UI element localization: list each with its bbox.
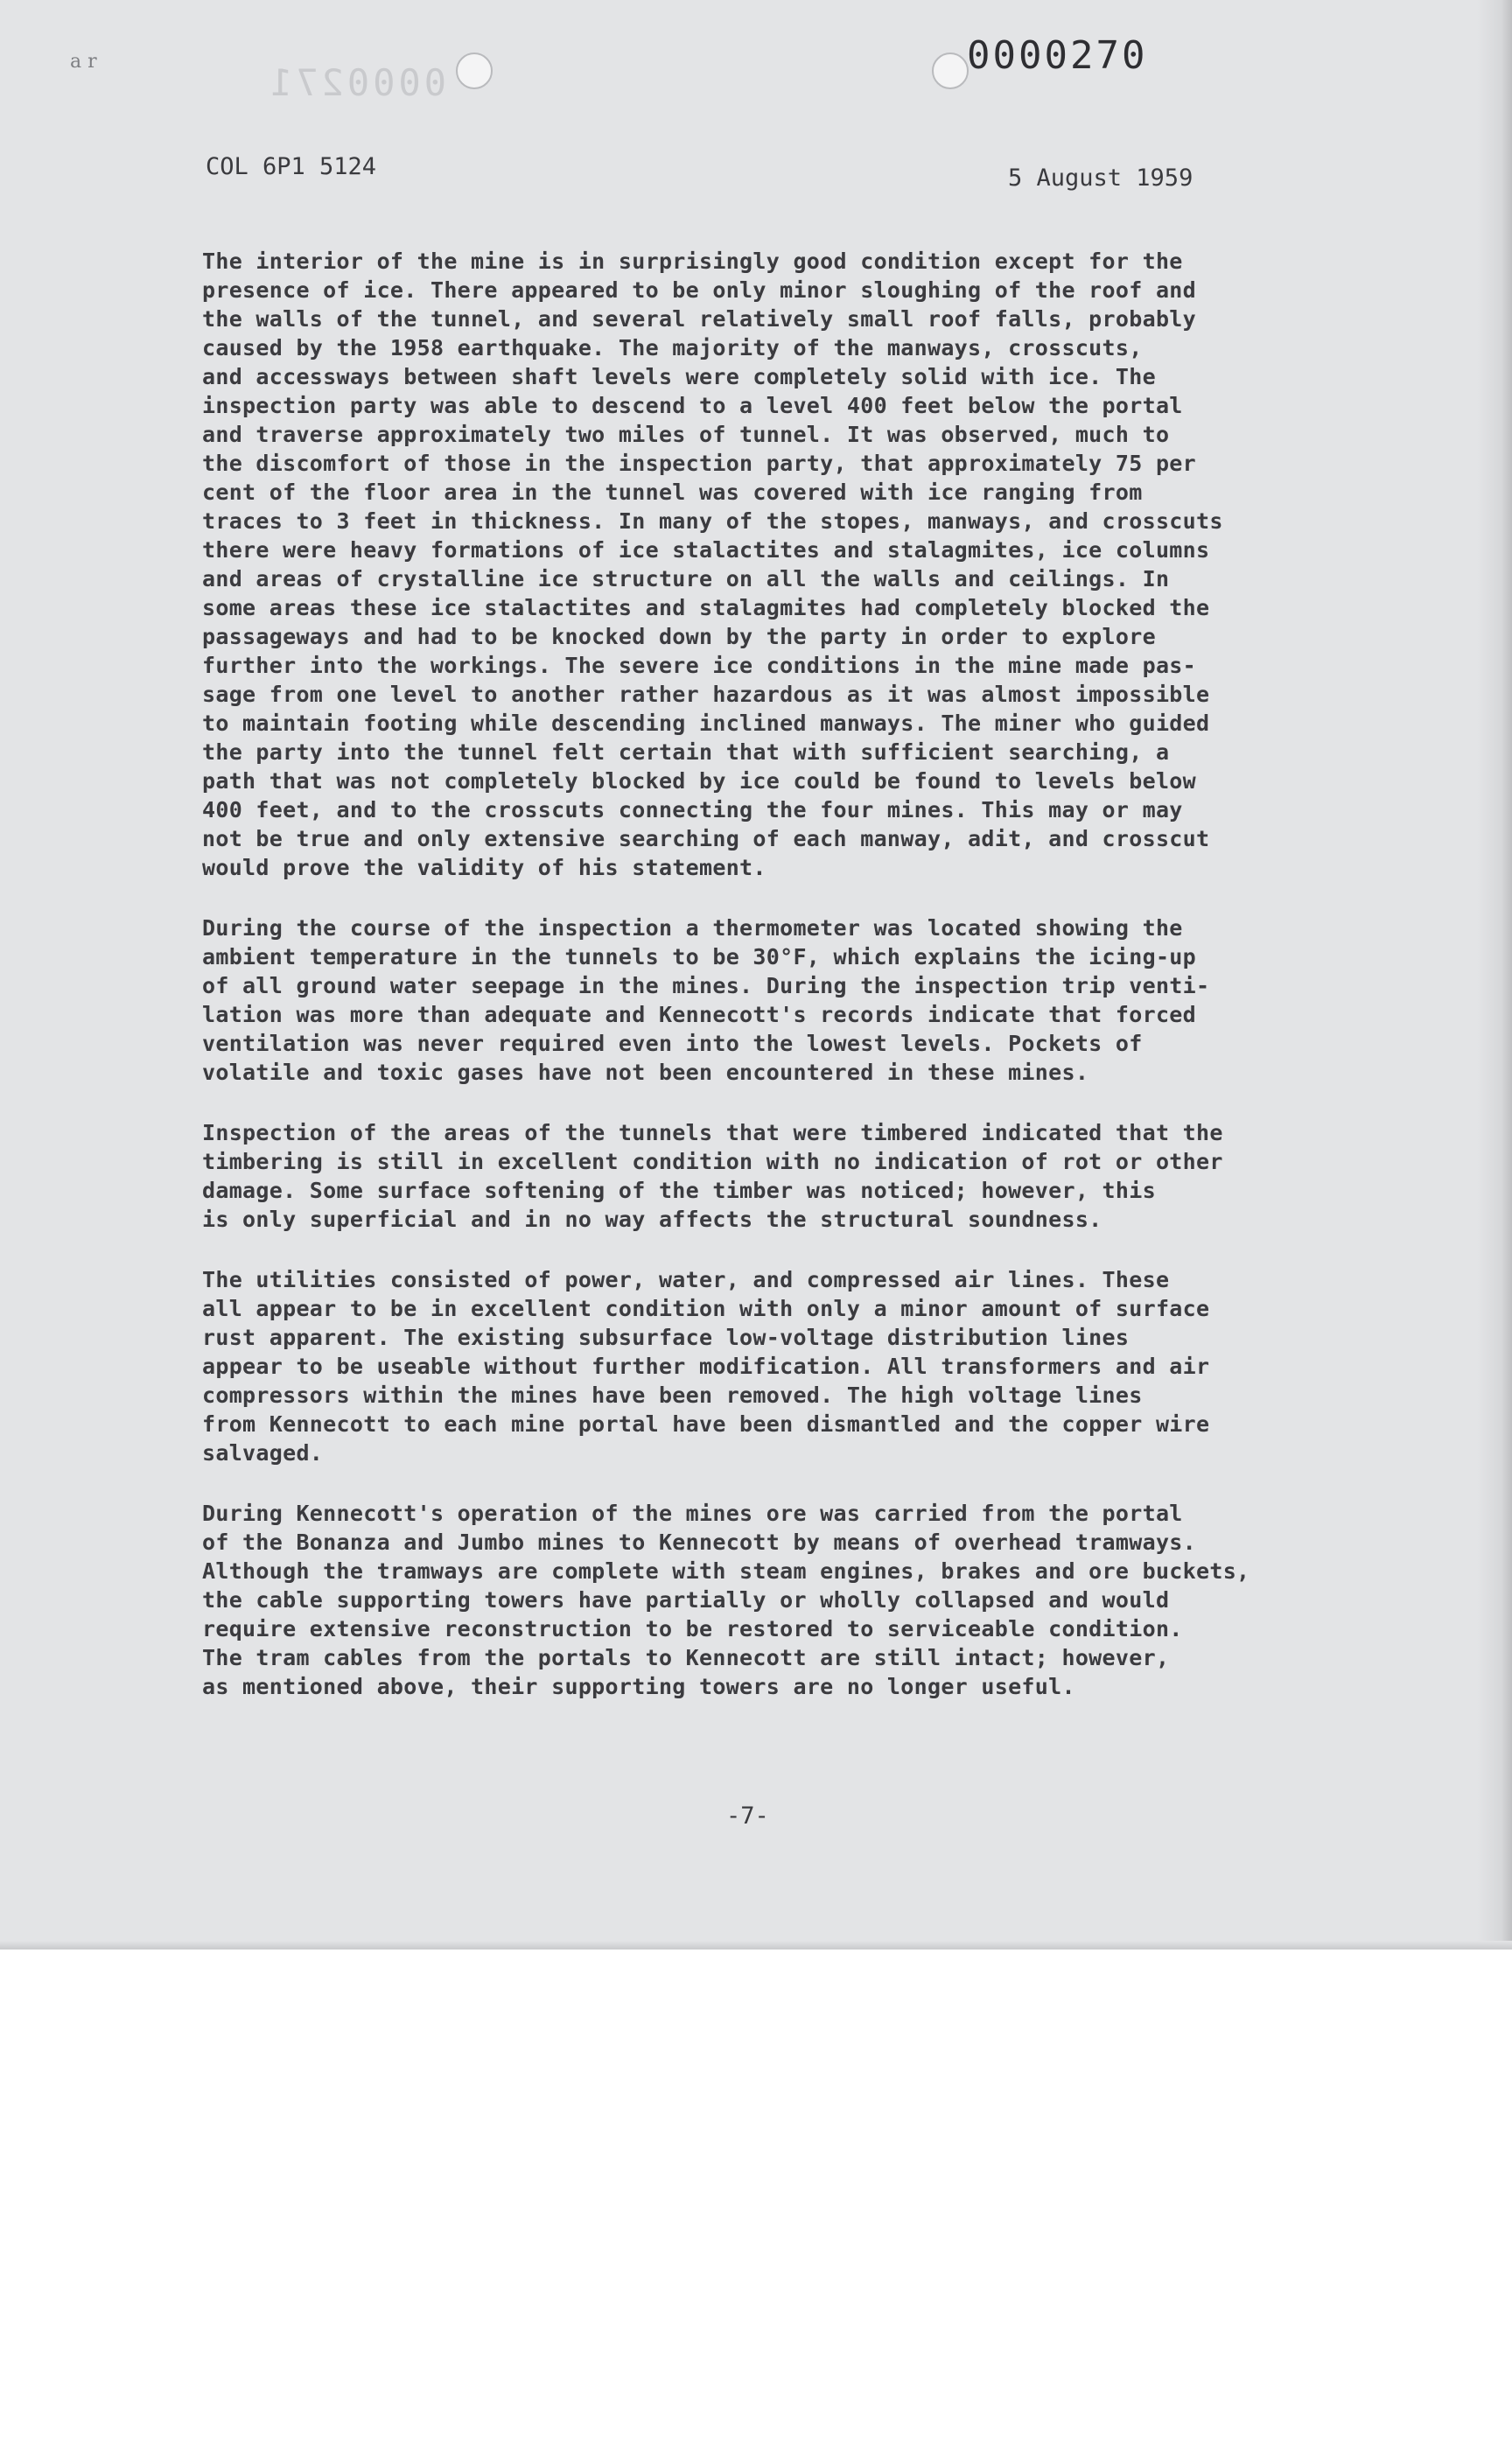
- document-date: 5 August 1959: [1008, 164, 1194, 192]
- page-number: -7-: [726, 1802, 769, 1830]
- reference-code: COL 6P1 5124: [206, 153, 377, 180]
- margin-specks: a r: [70, 51, 97, 73]
- paragraph-temperature-ventilation: During the course of the inspection a thermometer was located showing the ambient temperature in the tunnels to be 30°F, which explains the icing-up of all ground water seepage in the mines. During the inspection trip venti- lation was more than adequate and Kennecott's records indicate that forced ventilation was never required even into the lowest levels. Pockets of volatile and toxic gases have not been encountered in these mines.: [202, 915, 1210, 1085]
- paragraph-mine-condition: The interior of the mine is in surprisingly good condition except for the presence of ice. There appeared to be only minor sloughing of the roof and the walls of the tunnel, and several relatively small roof falls, probably caused by the 1958 earthquake. The majority of the manways, crosscuts, and accessways between shaft levels were completely solid with ice. The inspection party was able to descend to a level 400 feet below the portal and traverse approximately two miles of tunnel. It was observed, much to the discomfort of those in the inspection party, that approximately 75 per cent of the floor area in the tunnel was covered with ice ranging from traces to 3 feet in thickness. In many of the stopes, manways, and crosscuts there were heavy formations of ice stalactites and stalagmites, ice columns and areas of crystalline ice structure on all the walls and ceilings. In some areas these ice stalactites and stalagmites had completely blocked the passageways and had to be knocked down by the party in order to explore further into the workings. The severe ice conditions in the mine made pas- sage from one level to another rather hazardous as it was almost impossible to maintain footing while descending inclined manways. The miner who guided the party into the tunnel felt certain that with sufficient searching, a path that was not completely blocked by ice could be found to levels below 400 feet, and to the crosscuts connecting the four mines. This may or may not be true and only extensive searching of each manway, adit, and crosscut would prove the validity of his statement.: [202, 248, 1223, 880]
- page-bottom-edge: [0, 1941, 1512, 1950]
- page-edge-shadow: [1477, 0, 1512, 1950]
- paragraph-timbering: Inspection of the areas of the tunnels that were timbered indicated that the timbering is still in excellent condition with no indication of rot or other damage. Some surface softening of the timber was noticed; however, this is only superficial and in no way affects the structural soundness.: [202, 1120, 1223, 1232]
- document-body: [202, 247, 1340, 1732]
- paragraph-tramways: During Kennecott's operation of the mines ore was carried from the portal of the Bonanza and Jumbo mines to Kennecott by means of overhead tramways. Although the tramways are complete with steam engines, brakes and ore buckets, the cable supporting towers have partially or wholly collapsed and would require extensive reconstruction to be restored to serviceable condition. The tram cables from the portals to Kennecott are still intact; however, as mentioned above, their supporting towers are no longer useful.: [202, 1501, 1250, 1699]
- punch-hole: [932, 52, 969, 89]
- document-number: 0000270: [967, 33, 1148, 78]
- paragraph-utilities: The utilities consisted of power, water, and compressed air lines. These all appear to be in excellent condition with only a minor amount of surface rust apparent. The existing subsurface low-voltage distribution lines appear to be useable without further modification. All transformers and air compressors within the mines have been removed. The high voltage lines from Kennecott to each mine portal have been dismantled and the copper wire salvaged.: [202, 1267, 1210, 1466]
- punch-hole: [456, 52, 493, 89]
- bleed-through-number: 0000271: [267, 61, 447, 104]
